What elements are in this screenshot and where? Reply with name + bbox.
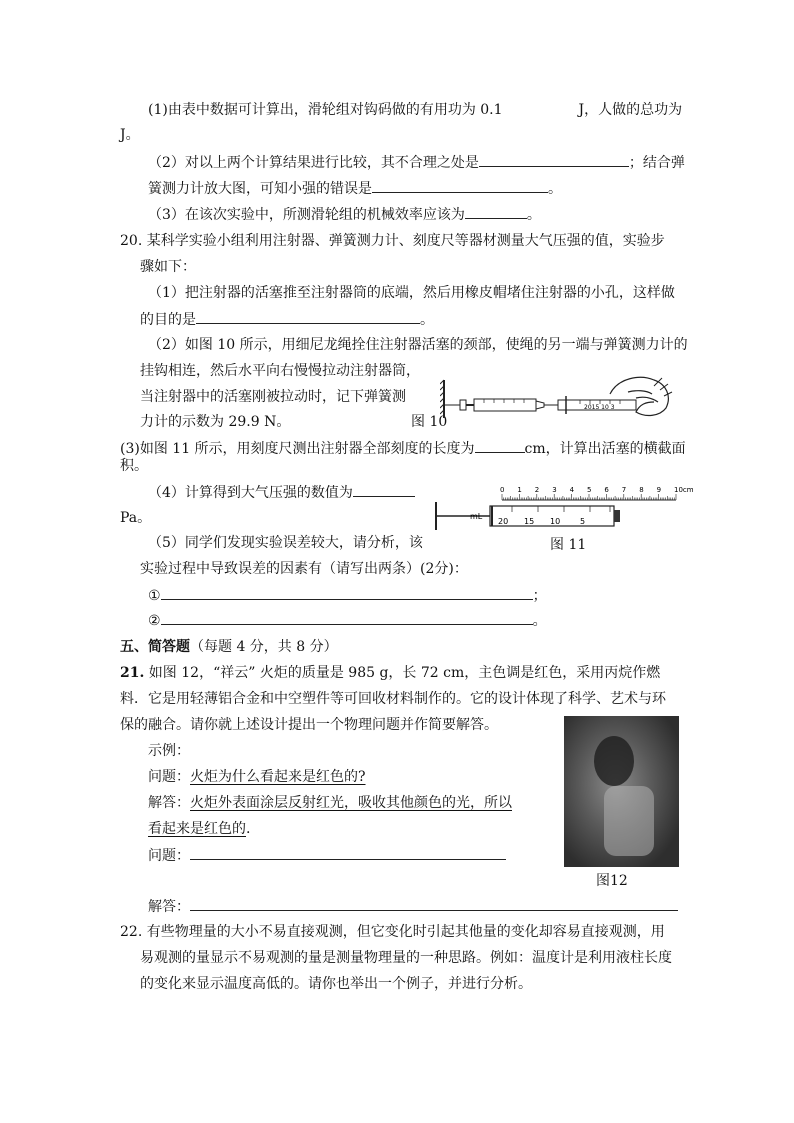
q21-answer-field: 解答： <box>148 896 678 917</box>
syringe-mark-10: 10 <box>550 517 561 526</box>
figure-10-caption: 图 10 <box>411 414 448 430</box>
q20-step2-line4: 力计的示数为 29.9 N。 <box>140 414 291 430</box>
syringe-mark-5: 5 <box>580 517 586 526</box>
answer-blank[interactable] <box>475 438 525 453</box>
figure-12-caption: 图12 <box>596 873 628 889</box>
q21-line3: 保的融合。请你就上述设计提出一个物理问题并作简要解答。 <box>120 717 498 733</box>
ruler-tick-label: 3 <box>552 486 557 494</box>
q20-step2-line3: 当注射器中的活塞刚被拉动时，记下弹簧测 <box>140 389 406 405</box>
answer-blank[interactable] <box>353 482 415 497</box>
ruler-tick-label: 9 <box>656 486 662 494</box>
section-5-heading: 五、简答题（每题 4 分，共 8 分） <box>120 639 338 655</box>
answer-blank[interactable] <box>465 204 527 219</box>
q19-part1-end: J。 <box>120 127 140 143</box>
q20-intro: 20. 某科学实验小组利用注射器、弹簧测力计、刻度尺等器材测量大气压强的值，实验步 <box>120 233 665 249</box>
q19-part3: （3）在该次实验中，所测滑轮组的机械效率应该为 。 <box>148 204 541 225</box>
q22-line2: 易观测的量显示不易观测的量是测量物理量的一种思路。例如：温度计是利用液柱长度 <box>140 950 672 966</box>
q19-part2-line2: 簧测力计放大图，可知小强的错误是 。 <box>148 178 562 199</box>
syringe-mark-15: 15 <box>524 517 535 526</box>
syringe-unit-label: mL <box>470 512 483 521</box>
figure-12-torch-photo <box>564 716 679 867</box>
q21-example-answer: 解答：火炬外表面涂层反射红光，吸收其他颜色的光，所以 <box>148 795 512 811</box>
q22-line1: 22. 有些物理量的大小不易直接观测，但它变化时引起其他量的变化却容易直接观测，用 <box>120 924 665 940</box>
ruler-tick-label: 5 <box>587 486 592 494</box>
ruler-tick-label: 8 <box>639 486 644 494</box>
q20-step1: （1）把注射器的活塞推至注射器筒的底端，然后用橡皮帽堵住注射器的小孔，这样做 <box>148 285 675 301</box>
q21-example-question: 问题：火炬为什么看起来是红色的? <box>148 769 366 785</box>
figure-10-syringe-illustration <box>440 372 680 422</box>
ruler-tick-label: 1 <box>517 486 522 494</box>
ruler-tick-label: 2 <box>534 486 540 494</box>
q20-intro-line2: 骤如下： <box>140 259 196 275</box>
q21-question-field: 问题： <box>148 845 506 866</box>
q20-step3: (3)如图 11 所示，用刻度尺测出注射器全部刻度的长度为 cm，计算出活塞的横截面 <box>120 438 686 459</box>
q20-step3-line2: 积。 <box>120 458 148 474</box>
q20-step5-line2: 实验过程中导致误差的因素有（请写出两条）(2分)： <box>140 561 468 577</box>
q21-line1: 21. 如图 12，“祥云” 火炬的质量是 985 g，长 72 cm，主色调是红色，采用丙烷作燃 <box>120 665 661 681</box>
q20-step4: （4）计算得到大气压强的数值为 <box>148 482 415 503</box>
ruler-tick-label: 4 <box>569 486 575 494</box>
ruler-tick-label: 0 <box>500 486 505 494</box>
q20-step4-unit: Pa。 <box>120 510 152 526</box>
q21-example-label: 示例： <box>148 743 190 759</box>
scale-reading-label: 2015 10 3 <box>584 404 615 411</box>
syringe-mark-20: 20 <box>498 517 509 526</box>
q21-line2: 料．它是用轻薄铝合金和中空塑件等可回收材料制作的。它的设计体现了科学、艺术与环 <box>120 691 666 707</box>
q22-line3: 的变化来显示温度高低的。请你也举出一个例子，并进行分析。 <box>140 976 532 992</box>
figure-11-ruler-syringe <box>432 486 694 532</box>
q20-step5: （5）同学们发现实验误差较大，请分析，该 <box>148 535 423 551</box>
answer-blank[interactable] <box>190 845 506 860</box>
q20-step2: （2）如图 10 所示，用细尼龙绳拴住注射器活塞的颈部，使绳的另一端与弹簧测力计的 <box>148 337 688 353</box>
q20-cause-2: ② 。 <box>148 610 547 631</box>
answer-blank[interactable] <box>196 309 420 324</box>
ruler-tick-label: 7 <box>621 486 627 494</box>
answer-blank[interactable] <box>190 896 678 911</box>
answer-blank[interactable] <box>161 585 533 600</box>
torch-body-shape <box>604 786 654 856</box>
ruler-tick-label: 10cm <box>674 486 694 494</box>
q20-step1-line2: 的目的是 。 <box>140 309 434 330</box>
q19-part1: (1)由表中数据可计算出，滑轮组对钩码做的有用功为 0.1 J，人做的总功为 <box>148 102 683 118</box>
ruler-tick-label: 6 <box>604 486 609 494</box>
q21-example-answer-line2: 看起来是红色的. <box>148 821 251 837</box>
answer-blank[interactable] <box>479 152 629 167</box>
figure-11-caption: 图 11 <box>550 537 587 553</box>
q19-part2: （2）对以上两个计算结果进行比较，其不合理之处是 ；结合弹 <box>148 152 685 173</box>
q20-step2-line2: 挂钩相连，然后水平向右慢慢拉动注射器筒， <box>140 363 420 379</box>
answer-blank[interactable] <box>161 610 533 625</box>
q20-cause-1: ① ； <box>148 585 547 606</box>
torch-figure-shape <box>594 736 634 786</box>
answer-blank[interactable] <box>372 178 548 193</box>
